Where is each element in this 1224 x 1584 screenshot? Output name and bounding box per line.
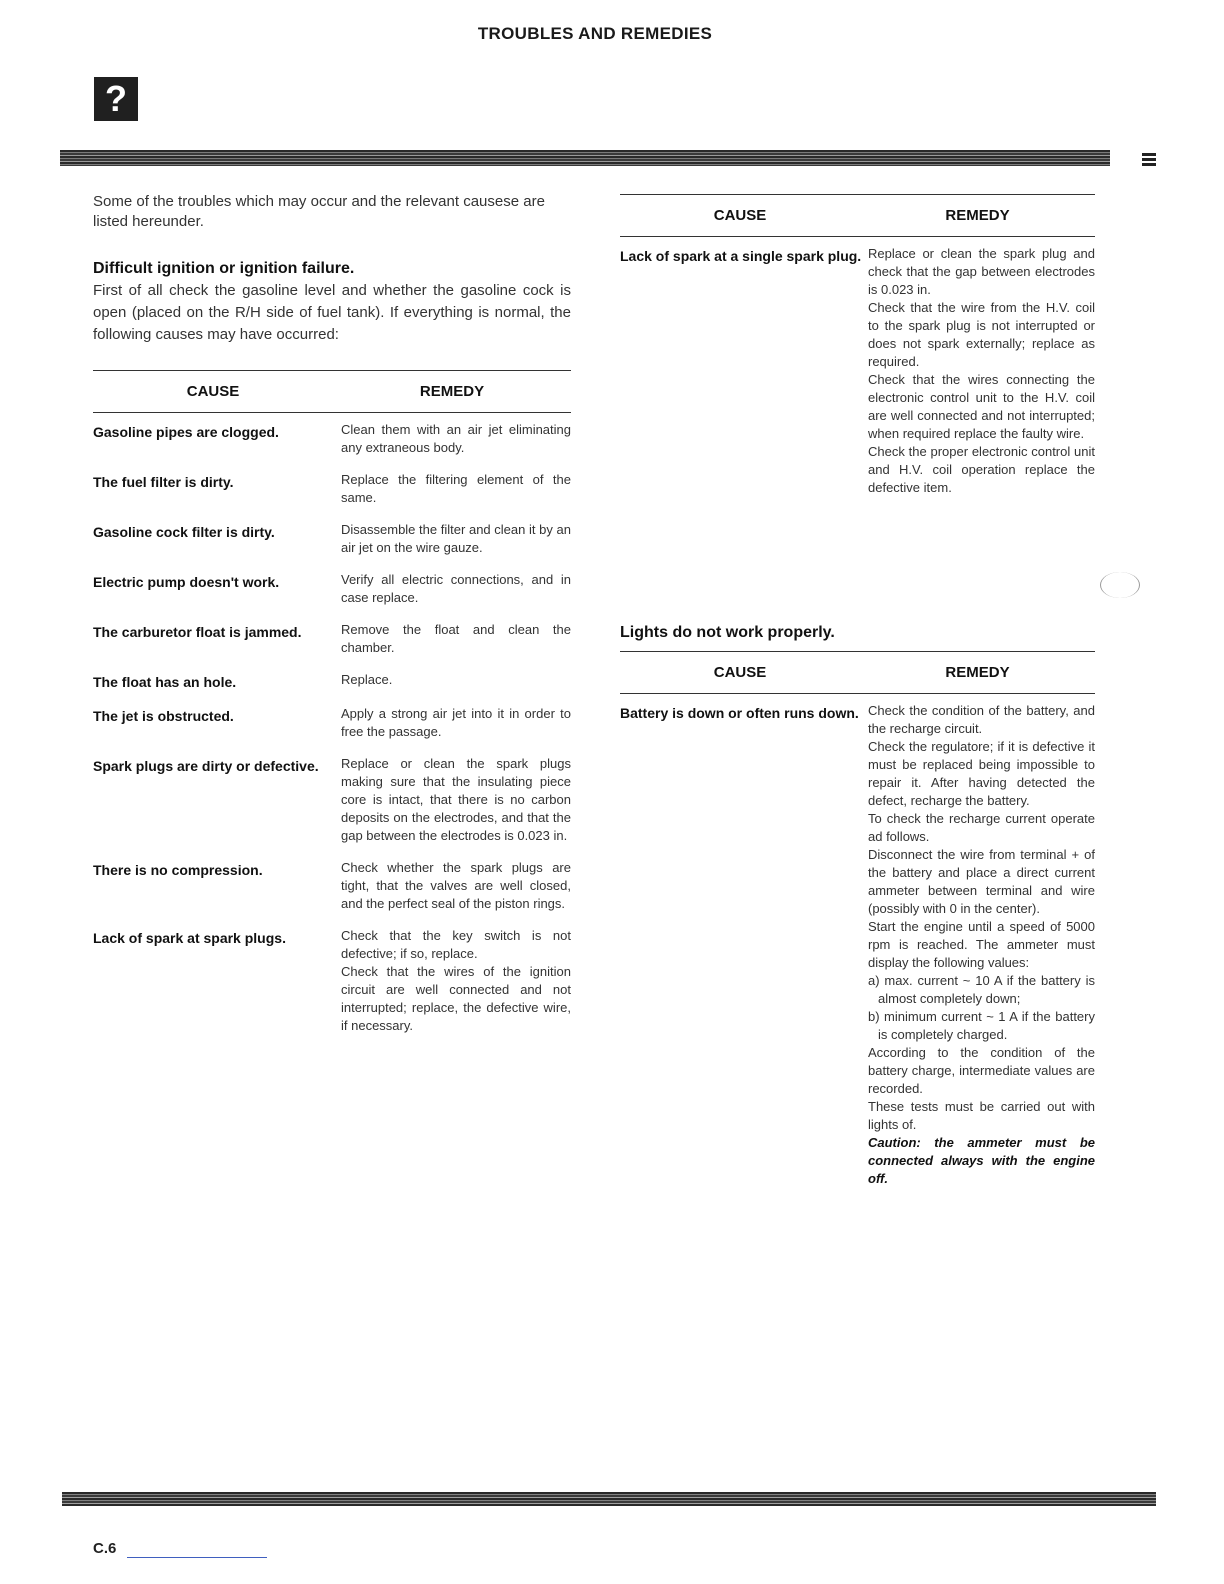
lights-table-body [620, 694, 1095, 1188]
remedy-line: Remove the float and clean the chamber. [341, 622, 571, 655]
remedy-cell [341, 705, 571, 741]
remedy-line: Apply a strong air jet into it in order to free the passage. [341, 706, 571, 739]
remedy-line: Check that the key switch is not defective; if so, replace. [341, 928, 571, 961]
cause-cell: The fuel filter is dirty. [93, 474, 234, 490]
ignition-table-body [93, 413, 571, 1035]
table-row [93, 927, 571, 1035]
table-row [93, 755, 571, 845]
remedy-line: Check the regulatore; if it is defective it must be replaced being impossible to repair it. After having detected the defect, recharge the battery. [868, 739, 1095, 808]
table-row [93, 671, 571, 691]
lights-section-title: Lights do not work properly. [620, 624, 835, 641]
margin-bracket-mark [1100, 572, 1140, 598]
question-icon: ? [94, 77, 138, 121]
remedy-line: Disassemble the filter and clean it by an air jet on the wire gauze. [341, 522, 571, 555]
remedy-line: These tests must be carried out with lights of. [868, 1099, 1095, 1132]
table-row [93, 859, 571, 913]
lights-table [620, 651, 1095, 1202]
table-row [93, 471, 571, 507]
remedy-line: b) minimum current ~ 1 A if the battery is completely charged. [868, 1009, 1095, 1042]
cause-cell: Electric pump doesn't work. [93, 574, 280, 590]
bottom-divider [62, 1492, 1156, 1506]
table-row [93, 705, 571, 741]
top-divider [60, 150, 1110, 166]
intro-text: Some of the troubles which may occur and the relevant causese are listed hereunder. [93, 193, 545, 230]
remedy-line: Check the proper electronic control unit and H.V. coil operation replace the defective item. [868, 444, 1095, 495]
page-link-underline[interactable] [127, 1557, 267, 1558]
remedy-line: Start the engine until a speed of 5000 rpm is reached. The ammeter must display the following values: [868, 919, 1095, 970]
cause-header: CAUSE [713, 207, 767, 224]
remedy-cell [341, 521, 571, 557]
cause-cell: The carburetor float is jammed. [93, 624, 302, 640]
cause-cell: Lack of spark at spark plugs. [93, 930, 286, 946]
remedy-cell [341, 471, 571, 507]
remedy-line: Replace or clean the spark plug and check that the gap between electrodes is 0.023 in. [868, 246, 1095, 297]
lights-table-header [620, 651, 1095, 694]
remedy-cell [341, 421, 571, 457]
right-column [620, 194, 1095, 511]
cause-cell: Battery is down or often runs down. [620, 705, 859, 721]
cause-cell: The float has an hole. [93, 674, 237, 690]
cause-header: CAUSE [713, 664, 767, 681]
remedy-cell [341, 927, 571, 1035]
left-column [93, 192, 571, 1049]
remedy-line: Check that the wires of the ignition circuit are well connected and not interrupted; replace, the defective wire, if necessary. [341, 964, 571, 1033]
remedy-line: Check that the wire from the H.V. coil to the spark plug is not interrupted or does not spark externally; replace as required. [868, 300, 1095, 369]
remedy-line: According to the condition of the battery charge, intermediate values are recorded. [868, 1045, 1095, 1096]
table-row [93, 421, 571, 457]
table-row [620, 245, 1095, 497]
remedy-cell [341, 571, 571, 607]
spark-table-header [620, 194, 1095, 237]
remedy-line: Replace the filtering element of the same. [341, 472, 571, 505]
remedy-header: REMEDY [419, 383, 485, 400]
remedy-cell [341, 859, 571, 913]
table-row [93, 571, 571, 607]
ignition-note: First of all check the gasoline level and whether the gasoline cock is open (placed on the R/H side of fuel tank). If everything is normal, the following causes may have occurred: [93, 282, 571, 343]
remedy-cell [341, 671, 571, 691]
caution-note: Caution: the ammeter must be connected always with the engine off. [868, 1135, 1095, 1186]
cause-cell: There is no compression. [93, 862, 263, 878]
page-number: C.6 [93, 1540, 117, 1557]
remedy-line: Verify all electric connections, and in case replace. [341, 572, 571, 605]
remedy-line: Check whether the spark plugs are tight, that the valves are well closed, and the perfect seal of the piston rings. [341, 860, 571, 911]
ignition-table-header [93, 370, 571, 413]
spark-table-body [620, 237, 1095, 497]
ignition-section-title: Difficult ignition or ignition failure. [93, 260, 355, 277]
cause-cell: The jet is obstructed. [93, 708, 234, 724]
table-row [620, 702, 1095, 1188]
remedy-line: Disconnect the wire from terminal + of the battery and place a direct current ammeter between terminal and wire (possibly with 0 in the center). [868, 847, 1095, 916]
page-title: TROUBLES AND REMEDIES [477, 24, 713, 43]
table-row [93, 621, 571, 657]
remedy-line: Replace. [341, 672, 393, 687]
remedy-line: Check the condition of the battery, and the recharge circuit. [868, 703, 1095, 736]
section-tab-marker [1142, 153, 1156, 167]
remedy-line: To check the recharge current operate ad follows. [868, 811, 1095, 844]
cause-header: CAUSE [186, 383, 240, 400]
remedy-line: Check that the wires connecting the electronic control unit to the H.V. coil are well connected and not interrupted; when required replace the faulty wire. [868, 372, 1095, 441]
cause-cell: Gasoline cock filter is dirty. [93, 524, 275, 540]
remedy-line: Replace or clean the spark plugs making sure that the insulating piece core is intact, that there is no carbon deposits on the electrodes, and that the gap between the electrodes is 0.023 in. [341, 756, 571, 843]
cause-cell: Gasoline pipes are clogged. [93, 424, 279, 440]
remedy-cell [868, 245, 1095, 497]
cause-cell: Spark plugs are dirty or defective. [93, 758, 319, 774]
remedy-cell [341, 755, 571, 845]
remedy-line: Clean them with an air jet eliminating any extraneous body. [341, 422, 571, 455]
remedy-header: REMEDY [945, 664, 1010, 681]
remedy-line: a) max. current ~ 10 A if the battery is almost completely down; [868, 973, 1095, 1006]
remedy-cell [341, 621, 571, 657]
table-row [93, 521, 571, 557]
remedy-header: REMEDY [945, 207, 1010, 224]
remedy-cell [868, 702, 1095, 1188]
cause-cell: Lack of spark at a single spark plug. [620, 248, 862, 264]
